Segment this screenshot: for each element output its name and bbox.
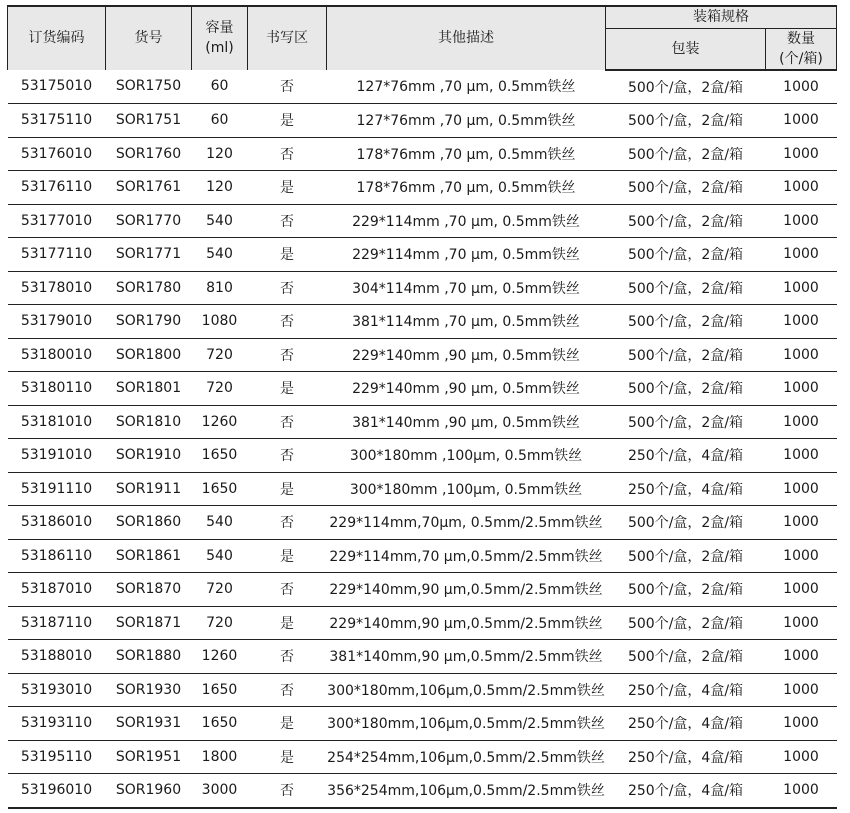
cell-order-code: 53177010 bbox=[8, 204, 106, 238]
header-writing-area: 书写区 bbox=[248, 6, 327, 70]
cell-item-no: SOR1751 bbox=[106, 104, 192, 138]
cell-quantity: 1000 bbox=[766, 673, 837, 707]
cell-quantity: 1000 bbox=[766, 740, 837, 774]
cell-capacity: 720 bbox=[192, 372, 248, 406]
cell-package: 500个/盒，2盒/箱 bbox=[606, 640, 766, 674]
cell-capacity: 1260 bbox=[192, 640, 248, 674]
cell-order-code: 53196010 bbox=[8, 774, 106, 808]
cell-capacity: 720 bbox=[192, 573, 248, 607]
cell-package: 500个/盒，2盒/箱 bbox=[606, 204, 766, 238]
cell-quantity: 1000 bbox=[766, 506, 837, 540]
cell-capacity: 810 bbox=[192, 271, 248, 305]
table-row bbox=[8, 774, 837, 808]
cell-writing-area: 是 bbox=[248, 372, 327, 406]
cell-description: 300*180mm,106µm,0.5mm/2.5mm铁丝 bbox=[327, 707, 606, 741]
cell-writing-area: 否 bbox=[248, 271, 327, 305]
cell-order-code: 53179010 bbox=[8, 305, 106, 339]
cell-capacity: 1080 bbox=[192, 305, 248, 339]
cell-package: 500个/盒，2盒/箱 bbox=[606, 271, 766, 305]
cell-item-no: SOR1930 bbox=[106, 673, 192, 707]
cell-description: 300*180mm ,100µm, 0.5mm铁丝 bbox=[327, 472, 606, 506]
cell-item-no: SOR1951 bbox=[106, 740, 192, 774]
cell-package: 500个/盒，2盒/箱 bbox=[606, 171, 766, 205]
cell-order-code: 53178010 bbox=[8, 271, 106, 305]
cell-package: 500个/盒，2盒/箱 bbox=[606, 70, 766, 104]
cell-order-code: 53176010 bbox=[8, 137, 106, 171]
cell-order-code: 53181010 bbox=[8, 405, 106, 439]
cell-description: 229*114mm,70 µm,0.5mm/2.5mm铁丝 bbox=[327, 539, 606, 573]
table-row bbox=[8, 539, 837, 573]
cell-order-code: 53175010 bbox=[8, 70, 106, 104]
cell-order-code: 53191110 bbox=[8, 472, 106, 506]
cell-item-no: SOR1800 bbox=[106, 338, 192, 372]
table-row bbox=[8, 305, 837, 339]
cell-description: 300*180mm ,100µm, 0.5mm铁丝 bbox=[327, 439, 606, 473]
cell-writing-area: 否 bbox=[248, 338, 327, 372]
cell-capacity: 1800 bbox=[192, 740, 248, 774]
cell-capacity: 60 bbox=[192, 104, 248, 138]
table-row bbox=[8, 104, 837, 138]
table-row bbox=[8, 204, 837, 238]
cell-quantity: 1000 bbox=[766, 271, 837, 305]
cell-capacity: 120 bbox=[192, 137, 248, 171]
header-description: 其他描述 bbox=[327, 6, 606, 70]
table-row bbox=[8, 707, 837, 741]
cell-quantity: 1000 bbox=[766, 774, 837, 808]
cell-description: 178*76mm ,70 µm, 0.5mm铁丝 bbox=[327, 171, 606, 205]
cell-item-no: SOR1770 bbox=[106, 204, 192, 238]
cell-quantity: 1000 bbox=[766, 439, 837, 473]
cell-item-no: SOR1750 bbox=[106, 70, 192, 104]
table-row bbox=[8, 338, 837, 372]
header-quantity-label: 数量 bbox=[787, 30, 815, 47]
cell-writing-area: 是 bbox=[248, 740, 327, 774]
cell-description: 127*76mm ,70 µm, 0.5mm铁丝 bbox=[327, 70, 606, 104]
cell-package: 500个/盒，2盒/箱 bbox=[606, 238, 766, 272]
cell-description: 229*140mm ,90 µm, 0.5mm铁丝 bbox=[327, 372, 606, 406]
cell-order-code: 53177110 bbox=[8, 238, 106, 272]
cell-quantity: 1000 bbox=[766, 606, 837, 640]
cell-writing-area: 是 bbox=[248, 539, 327, 573]
cell-package: 250个/盒，4盒/箱 bbox=[606, 707, 766, 741]
cell-description: 381*114mm ,70 µm, 0.5mm铁丝 bbox=[327, 305, 606, 339]
cell-quantity: 1000 bbox=[766, 104, 837, 138]
cell-capacity: 540 bbox=[192, 204, 248, 238]
cell-quantity: 1000 bbox=[766, 137, 837, 171]
cell-writing-area: 是 bbox=[248, 606, 327, 640]
table-row bbox=[8, 506, 837, 540]
cell-writing-area: 否 bbox=[248, 405, 327, 439]
cell-package: 250个/盒，4盒/箱 bbox=[606, 439, 766, 473]
cell-description: 356*254mm,106µm,0.5mm/2.5mm铁丝 bbox=[327, 774, 606, 808]
cell-writing-area: 否 bbox=[248, 573, 327, 607]
cell-capacity: 60 bbox=[192, 70, 248, 104]
cell-item-no: SOR1911 bbox=[106, 472, 192, 506]
cell-writing-area: 是 bbox=[248, 472, 327, 506]
cell-order-code: 53186110 bbox=[8, 539, 106, 573]
table-row bbox=[8, 606, 837, 640]
cell-order-code: 53186010 bbox=[8, 506, 106, 540]
cell-quantity: 1000 bbox=[766, 640, 837, 674]
cell-description: 381*140mm ,90 µm, 0.5mm铁丝 bbox=[327, 405, 606, 439]
table-body bbox=[8, 70, 837, 808]
cell-package: 250个/盒，4盒/箱 bbox=[606, 740, 766, 774]
cell-order-code: 53191010 bbox=[8, 439, 106, 473]
table-row bbox=[8, 405, 837, 439]
cell-writing-area: 否 bbox=[248, 774, 327, 808]
cell-order-code: 53175110 bbox=[8, 104, 106, 138]
cell-description: 178*76mm ,70 µm, 0.5mm铁丝 bbox=[327, 137, 606, 171]
table-header bbox=[8, 6, 837, 70]
cell-capacity: 720 bbox=[192, 338, 248, 372]
cell-writing-area: 否 bbox=[248, 137, 327, 171]
cell-description: 381*140mm,90 µm,0.5mm/2.5mm铁丝 bbox=[327, 640, 606, 674]
cell-package: 500个/盒，2盒/箱 bbox=[606, 573, 766, 607]
cell-item-no: SOR1870 bbox=[106, 573, 192, 607]
cell-package: 500个/盒，2盒/箱 bbox=[606, 338, 766, 372]
table-row bbox=[8, 271, 837, 305]
cell-item-no: SOR1771 bbox=[106, 238, 192, 272]
cell-capacity: 1650 bbox=[192, 472, 248, 506]
cell-package: 500个/盒，2盒/箱 bbox=[606, 506, 766, 540]
product-spec-table bbox=[7, 5, 837, 809]
cell-quantity: 1000 bbox=[766, 372, 837, 406]
cell-item-no: SOR1780 bbox=[106, 271, 192, 305]
cell-description: 254*254mm,106µm,0.5mm/2.5mm铁丝 bbox=[327, 740, 606, 774]
cell-item-no: SOR1880 bbox=[106, 640, 192, 674]
cell-quantity: 1000 bbox=[766, 238, 837, 272]
cell-writing-area: 是 bbox=[248, 707, 327, 741]
header-quantity bbox=[766, 28, 837, 70]
cell-capacity: 1650 bbox=[192, 707, 248, 741]
cell-writing-area: 否 bbox=[248, 673, 327, 707]
cell-quantity: 1000 bbox=[766, 70, 837, 104]
cell-quantity: 1000 bbox=[766, 305, 837, 339]
cell-package: 500个/盒，2盒/箱 bbox=[606, 104, 766, 138]
cell-capacity: 1650 bbox=[192, 439, 248, 473]
cell-package: 500个/盒，2盒/箱 bbox=[606, 372, 766, 406]
header-package: 包装 bbox=[606, 28, 766, 70]
cell-writing-area: 否 bbox=[248, 70, 327, 104]
cell-quantity: 1000 bbox=[766, 539, 837, 573]
cell-quantity: 1000 bbox=[766, 405, 837, 439]
cell-order-code: 53187110 bbox=[8, 606, 106, 640]
cell-writing-area: 否 bbox=[248, 506, 327, 540]
cell-item-no: SOR1761 bbox=[106, 171, 192, 205]
cell-package: 250个/盒，4盒/箱 bbox=[606, 472, 766, 506]
cell-item-no: SOR1801 bbox=[106, 372, 192, 406]
cell-package: 500个/盒，2盒/箱 bbox=[606, 137, 766, 171]
cell-item-no: SOR1960 bbox=[106, 774, 192, 808]
cell-package: 500个/盒，2盒/箱 bbox=[606, 539, 766, 573]
table-row bbox=[8, 238, 837, 272]
cell-capacity: 720 bbox=[192, 606, 248, 640]
cell-package: 500个/盒，2盒/箱 bbox=[606, 305, 766, 339]
cell-item-no: SOR1871 bbox=[106, 606, 192, 640]
cell-writing-area: 否 bbox=[248, 305, 327, 339]
header-quantity-unit: (个/箱) bbox=[779, 50, 823, 67]
cell-order-code: 53176110 bbox=[8, 171, 106, 205]
cell-order-code: 53193010 bbox=[8, 673, 106, 707]
cell-writing-area: 是 bbox=[248, 104, 327, 138]
cell-order-code: 53193110 bbox=[8, 707, 106, 741]
cell-capacity: 3000 bbox=[192, 774, 248, 808]
cell-item-no: SOR1860 bbox=[106, 506, 192, 540]
cell-item-no: SOR1931 bbox=[106, 707, 192, 741]
cell-description: 229*114mm ,70 µm, 0.5mm铁丝 bbox=[327, 204, 606, 238]
cell-description: 300*180mm,106µm,0.5mm/2.5mm铁丝 bbox=[327, 673, 606, 707]
cell-capacity: 1260 bbox=[192, 405, 248, 439]
table-row bbox=[8, 573, 837, 607]
header-item-no: 货号 bbox=[106, 6, 192, 70]
header-capacity-unit: (ml) bbox=[205, 40, 234, 57]
cell-order-code: 53195110 bbox=[8, 740, 106, 774]
cell-description: 127*76mm ,70 µm, 0.5mm铁丝 bbox=[327, 104, 606, 138]
header-packing-spec: 装箱规格 bbox=[606, 6, 837, 28]
cell-item-no: SOR1810 bbox=[106, 405, 192, 439]
header-capacity-label: 容量 bbox=[205, 20, 234, 37]
cell-description: 229*114mm,70µm, 0.5mm/2.5mm铁丝 bbox=[327, 506, 606, 540]
cell-item-no: SOR1861 bbox=[106, 539, 192, 573]
cell-writing-area: 否 bbox=[248, 640, 327, 674]
table-row bbox=[8, 673, 837, 707]
cell-capacity: 540 bbox=[192, 238, 248, 272]
cell-item-no: SOR1760 bbox=[106, 137, 192, 171]
table-row bbox=[8, 137, 837, 171]
cell-description: 229*140mm,90 µm,0.5mm/2.5mm铁丝 bbox=[327, 573, 606, 607]
table-row bbox=[8, 171, 837, 205]
cell-description: 229*140mm,90 µm,0.5mm/2.5mm铁丝 bbox=[327, 606, 606, 640]
cell-order-code: 53180010 bbox=[8, 338, 106, 372]
cell-quantity: 1000 bbox=[766, 204, 837, 238]
cell-description: 229*114mm ,70 µm, 0.5mm铁丝 bbox=[327, 238, 606, 272]
cell-item-no: SOR1910 bbox=[106, 439, 192, 473]
cell-writing-area: 是 bbox=[248, 171, 327, 205]
table-row bbox=[8, 70, 837, 104]
cell-quantity: 1000 bbox=[766, 707, 837, 741]
cell-item-no: SOR1790 bbox=[106, 305, 192, 339]
cell-description: 229*140mm ,90 µm, 0.5mm铁丝 bbox=[327, 338, 606, 372]
cell-writing-area: 是 bbox=[248, 238, 327, 272]
cell-quantity: 1000 bbox=[766, 472, 837, 506]
table-row bbox=[8, 740, 837, 774]
cell-writing-area: 否 bbox=[248, 439, 327, 473]
cell-quantity: 1000 bbox=[766, 573, 837, 607]
cell-capacity: 120 bbox=[192, 171, 248, 205]
cell-order-code: 53188010 bbox=[8, 640, 106, 674]
cell-description: 304*114mm ,70 µm, 0.5mm铁丝 bbox=[327, 271, 606, 305]
header-order-code: 订货编码 bbox=[8, 6, 106, 70]
cell-package: 500个/盒，2盒/箱 bbox=[606, 405, 766, 439]
cell-package: 250个/盒，4盒/箱 bbox=[606, 774, 766, 808]
cell-writing-area: 否 bbox=[248, 204, 327, 238]
cell-quantity: 1000 bbox=[766, 338, 837, 372]
cell-quantity: 1000 bbox=[766, 171, 837, 205]
table-row bbox=[8, 372, 837, 406]
cell-capacity: 540 bbox=[192, 506, 248, 540]
cell-package: 250个/盒，4盒/箱 bbox=[606, 673, 766, 707]
table-row bbox=[8, 439, 837, 473]
cell-package: 500个/盒，2盒/箱 bbox=[606, 606, 766, 640]
cell-capacity: 1650 bbox=[192, 673, 248, 707]
table-row bbox=[8, 472, 837, 506]
table-row bbox=[8, 640, 837, 674]
cell-order-code: 53180110 bbox=[8, 372, 106, 406]
cell-capacity: 540 bbox=[192, 539, 248, 573]
header-capacity bbox=[192, 6, 248, 70]
cell-order-code: 53187010 bbox=[8, 573, 106, 607]
